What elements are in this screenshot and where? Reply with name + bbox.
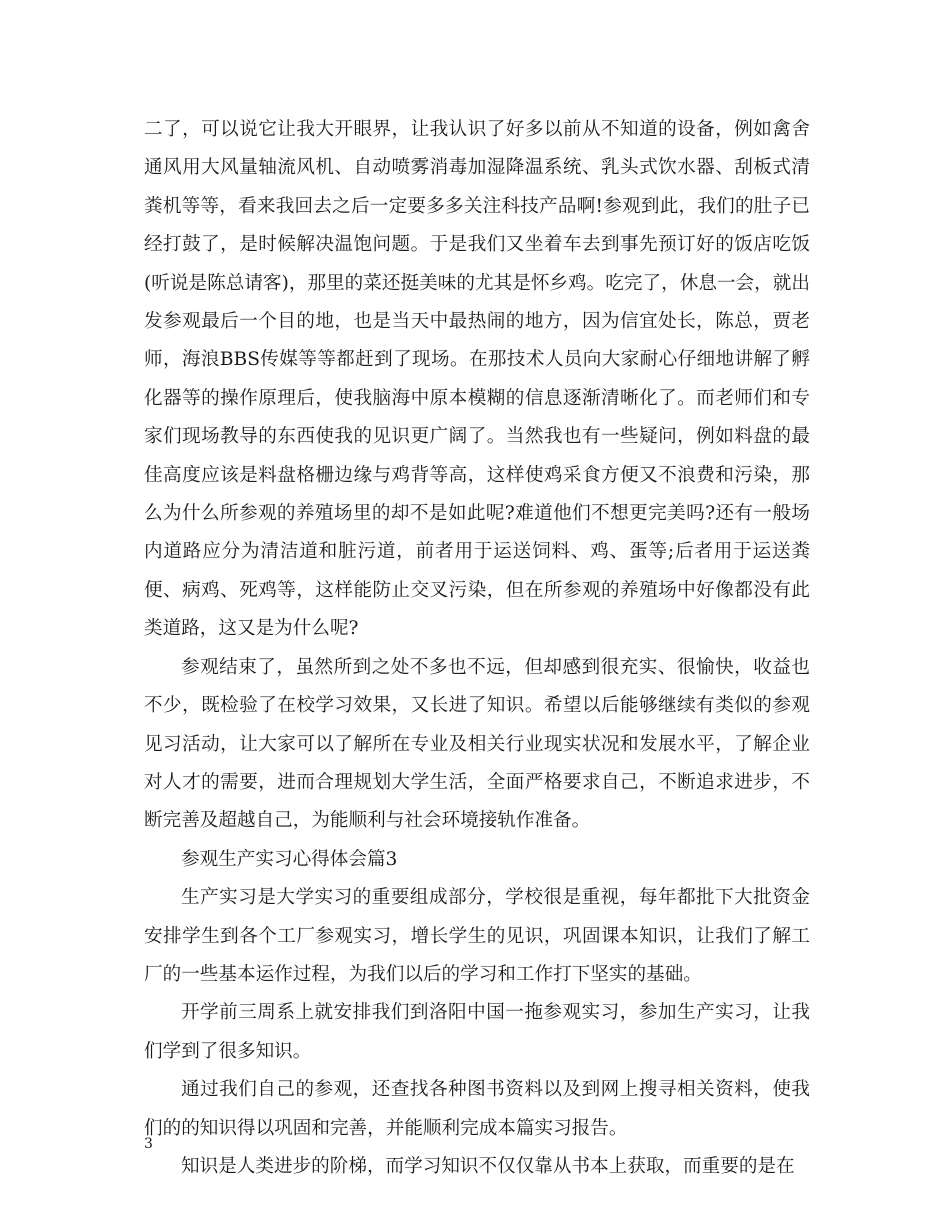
paragraph-schedule: 开学前三周系上就安排我们到洛阳中国一拖参观实习，参加生产实习，让我们学到了很多知识。	[144, 1002, 810, 1062]
section-heading: 参观生产实习心得体会篇3	[181, 848, 398, 870]
paragraph-research: 通过我们自己的参观，还查找各种图书资料以及到网上搜寻相关资料，使我们的的知识得以巩固和完善，并能顺利完成本篇实习报告。	[144, 1079, 810, 1139]
paragraph-knowledge: 知识是人类进步的阶梯，而学习知识不仅仅靠从书本上获取，而重要的是在	[181, 1155, 795, 1177]
paragraph-continued: 二了，可以说它让我大开眼界，让我认识了好多以前从不知道的设备，例如禽舍通风用大风量轴流风机、自动喷雾消毒加湿降温系统、乳头式饮水器、刮板式清粪机等等，看来我回去之后一定要多多关注科技产品啊!参观到此，我们的肚子已经打鼓了，是时候解决温饱问题。于是我们又坐着车去到事先预订好的饭店吃饭(听说是陈总请客)，那里的菜还挺美味的尤其是怀乡鸡。吃完了，休息一会，就出发参观最后一个目的地，也是当天中最热闹的地方，因为信宜处长，陈总，贾老师，海浪BBS传媒等等都赶到了现场。在那技术人员向大家耐心仔细地讲解了孵化器等的操作原理后，使我脑海中原本模糊的信息逐渐清晰化了。而老师们和专家们现场教导的东西使我的见识更广阔了。当然我也有一些疑问，例如料盘的最佳高度应该是料盘格栅边缘与鸡背等高，这样使鸡采食方便又不浪费和污染，那么为什么所参观的养殖场里的却不是如此呢?难道他们不想更完美吗?还有一般场内道路应分为清洁道和脏污道，前者用于运送饲料、鸡、蛋等;后者用于运送粪便、病鸡、死鸡等，这样能防止交叉污染，但在所参观的养殖场中好像都没有此类道路，这又是为什么呢?	[144, 119, 810, 640]
paragraph-internship-intro: 生产实习是大学实习的重要组成部分，学校很是重视，每年都批下大批资金安排学生到各个工厂参观实习，增长学生的见识，巩固课本知识，让我们了解工厂的一些基本运作过程，为我们以后的学习和工作打下坚实的基础。	[144, 887, 810, 985]
page-number: 3	[144, 1136, 153, 1152]
paragraph-visit-summary: 参观结束了，虽然所到之处不多也不远，但却感到很充实、很愉快，收益也不少，既检验了在校学习效果，又长进了知识。希望以后能够继续有类似的参观见习活动，让大家可以了解所在专业及相关行业现实状况和发展水平，了解企业对人才的需要，进而合理规划大学生活，全面严格要求自己，不断追求进步，不断完善及超越自己，为能顺利与社会环境接轨作准备。	[144, 656, 810, 832]
body-text	[144, 111, 810, 1186]
